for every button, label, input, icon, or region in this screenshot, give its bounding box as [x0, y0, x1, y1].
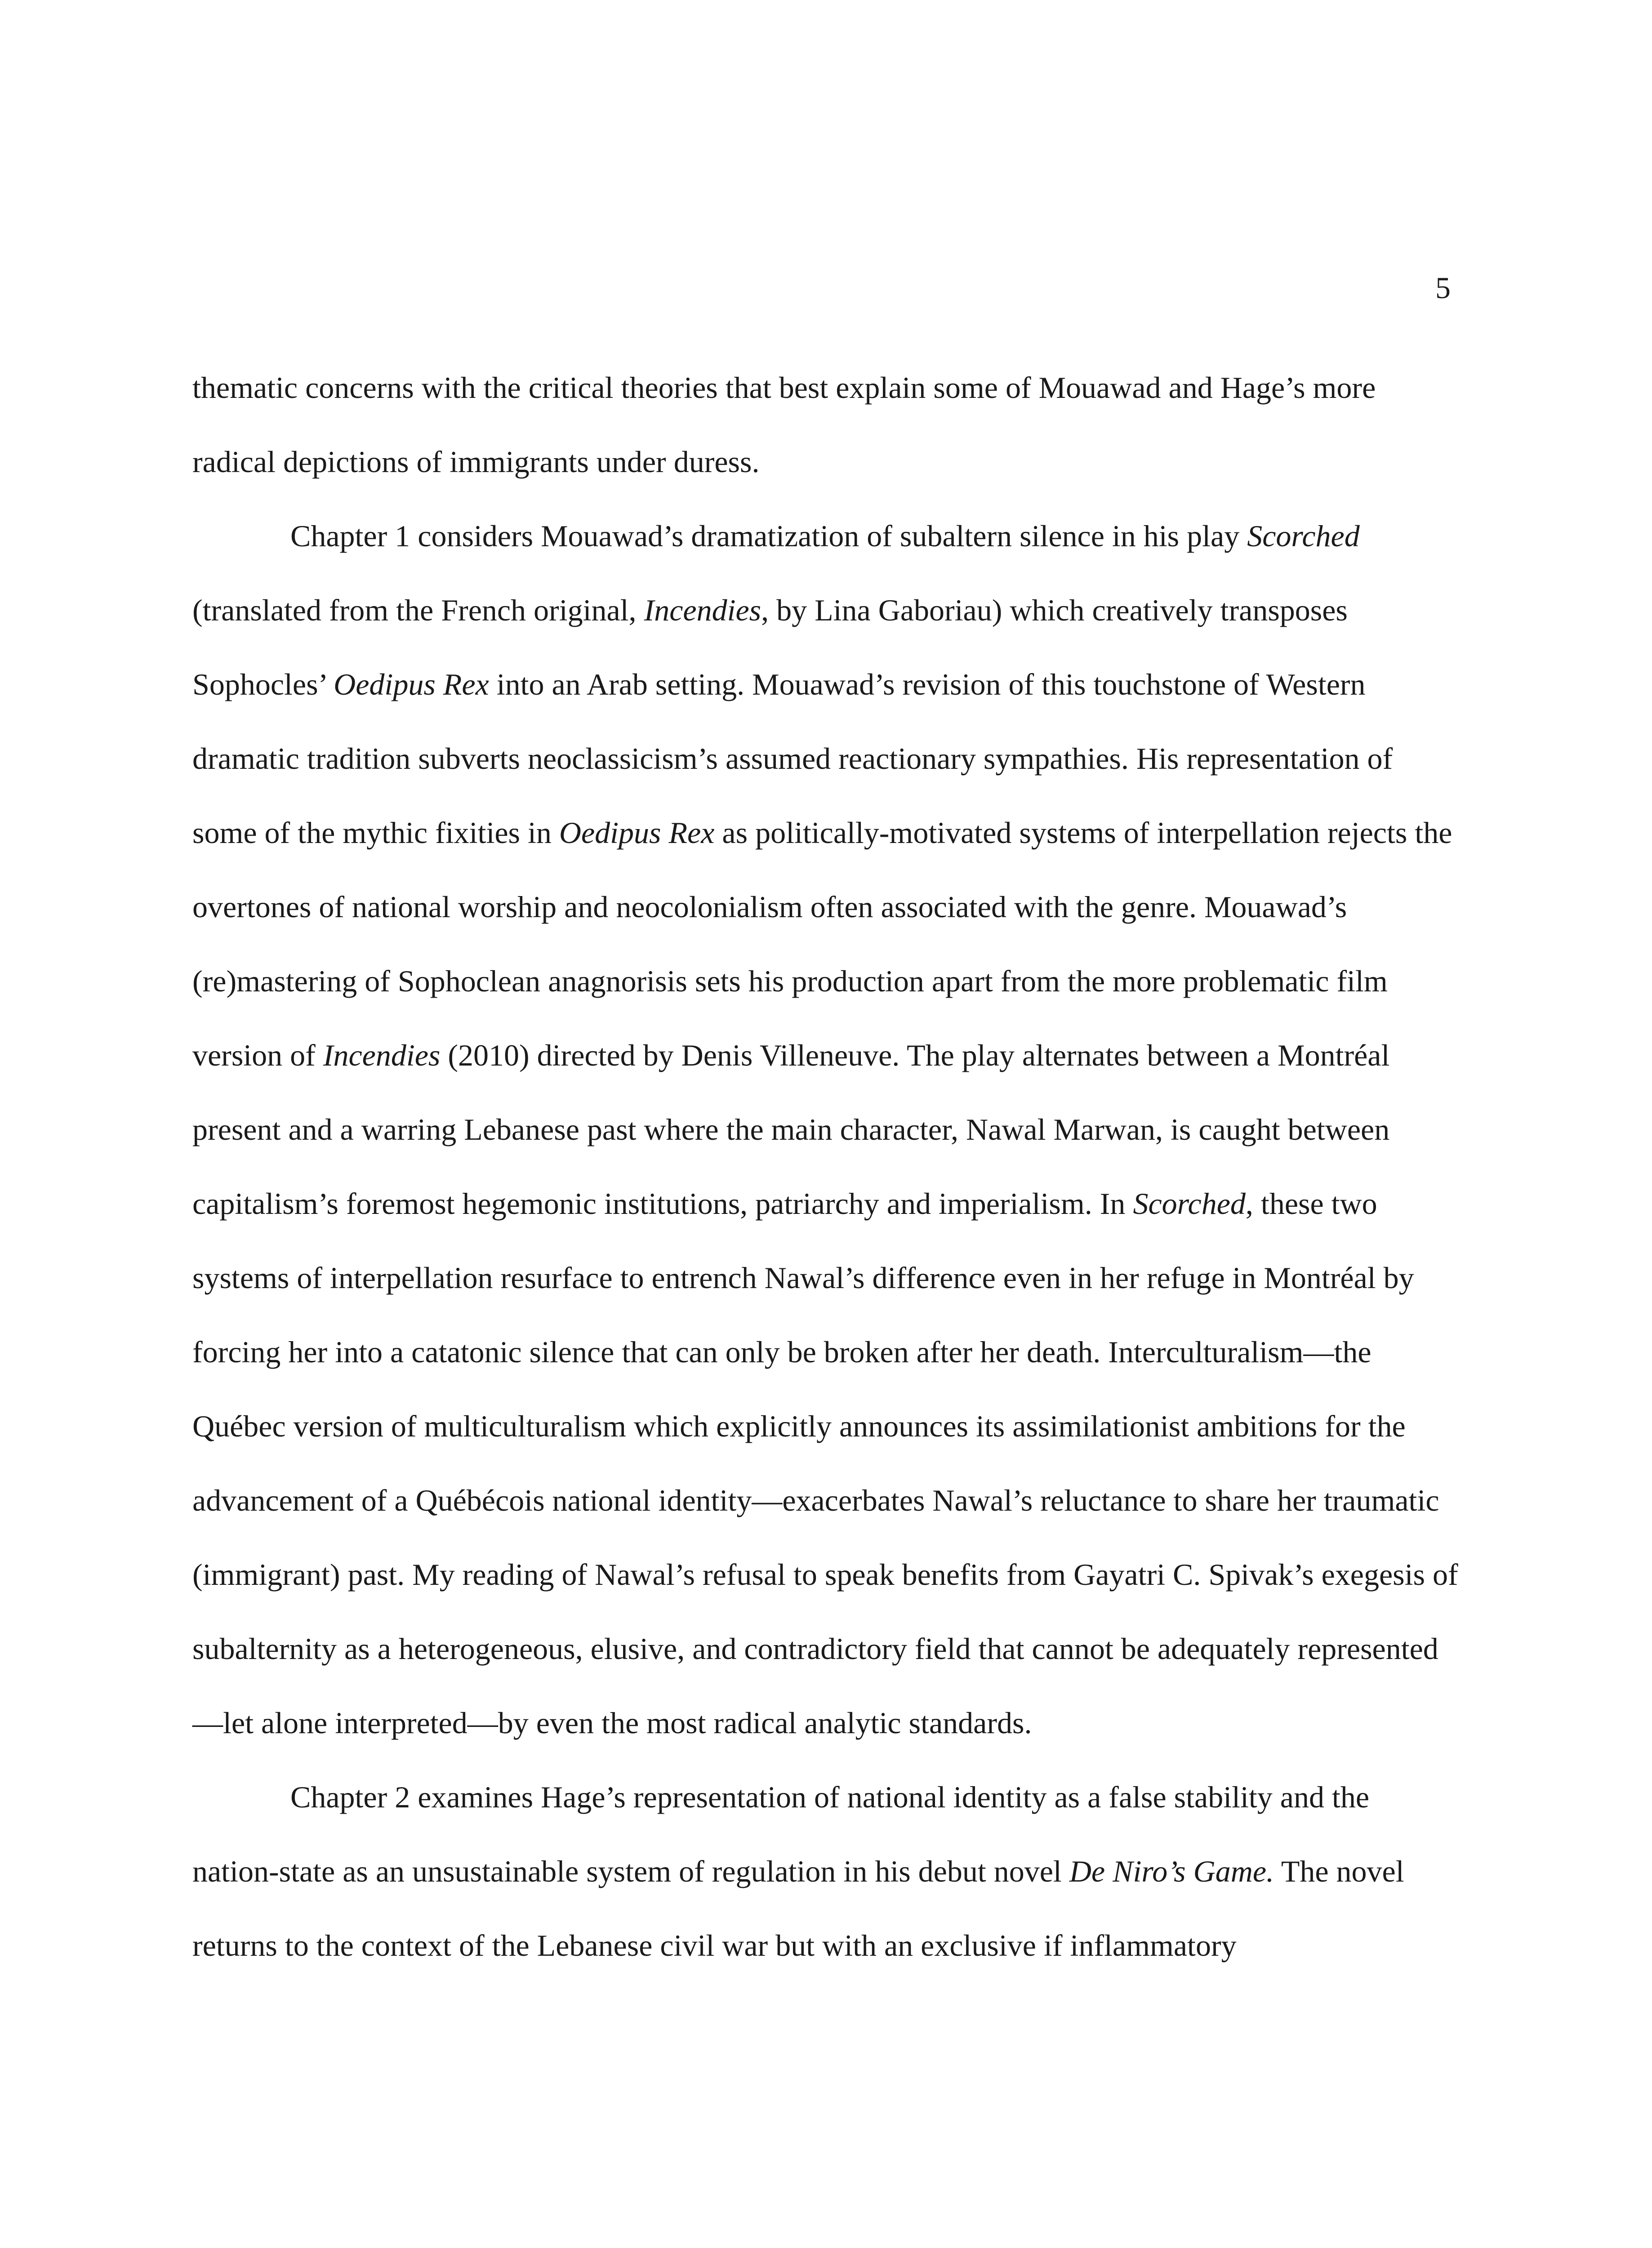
paragraph-3	[192, 1760, 1460, 1983]
text-segment: Chapter 2 examines Hage’s representation of national identity as a false stability and the nation-state as an unsustainable system of regulation in his debut novel	[192, 1780, 1370, 1888]
text-segment: thematic concerns with the critical theories that best explain some of Mouawad and Hage’s more radical depictions of immigrants under duress.	[192, 370, 1376, 479]
text-segment: The novel returns to the context of the Lebanese civil war but with an exclusive if inflammatory	[192, 1854, 1404, 1963]
paragraph-2	[192, 499, 1460, 1760]
text-segment: (translated from the French original,	[192, 593, 644, 627]
text-segment: (2010) directed by Denis Villeneuve. The play alternates between a Montréal present and a warring Lebanese past where the main character, Nawal Marwan, is caught between capitalism’s foremost hegemonic institutions, patriarchy and imperialism. In	[192, 1038, 1390, 1221]
text-segment: as politically-motivated systems of interpellation rejects the overtones of national worship and neocolonialism often associated with the genre. Mouawad’s (re)mastering of Sophoclean anagnorisis sets his production apart from the more problematic film version of	[192, 816, 1452, 1072]
italic-title: Scorched	[1133, 1186, 1246, 1221]
italic-title: Oedipus Rex	[559, 816, 715, 850]
text-segment: , these two systems of interpellation resurface to entrench Nawal’s difference even in her refuge in Montréal by forcing her into a catatonic silence that can only be broken after her death. Interculturalism—the Québec version of multiculturalism which explicitly announces its assimilationist ambitions for the advancement of a Québécois national identity—exacerbates Nawal’s reluctance to share her traumatic (immigrant) past. My reading of Nawal’s refusal to speak benefits from Gayatri C. Spivak’s exegesis of subalternity as a heterogeneous, elusive, and contradictory field that cannot be adequately represented—let alone interpreted—by even the most radical analytic standards.	[192, 1186, 1458, 1740]
document-body	[192, 351, 1460, 1983]
italic-title: Incendies	[644, 593, 761, 627]
italic-title: Oedipus Rex	[334, 667, 489, 701]
italic-title: De Niro’s Game.	[1069, 1854, 1274, 1888]
italic-title: Incendies	[323, 1038, 441, 1072]
paragraph-1	[192, 351, 1460, 499]
page-number: 5	[1435, 271, 1451, 305]
italic-title: Scorched	[1247, 519, 1360, 553]
text-segment: into an Arab setting. Mouawad’s revision of this touchstone of Western dramatic tradition subverts neoclassicism’s assumed reactionary sympathies. His representation of some of the mythic fixities in	[192, 667, 1393, 850]
text-segment: , by Lina Gaboriau) which creatively transposes Sophocles’	[192, 593, 1348, 701]
text-segment: Chapter 1 considers Mouawad’s dramatization of subaltern silence in his play	[290, 519, 1247, 553]
